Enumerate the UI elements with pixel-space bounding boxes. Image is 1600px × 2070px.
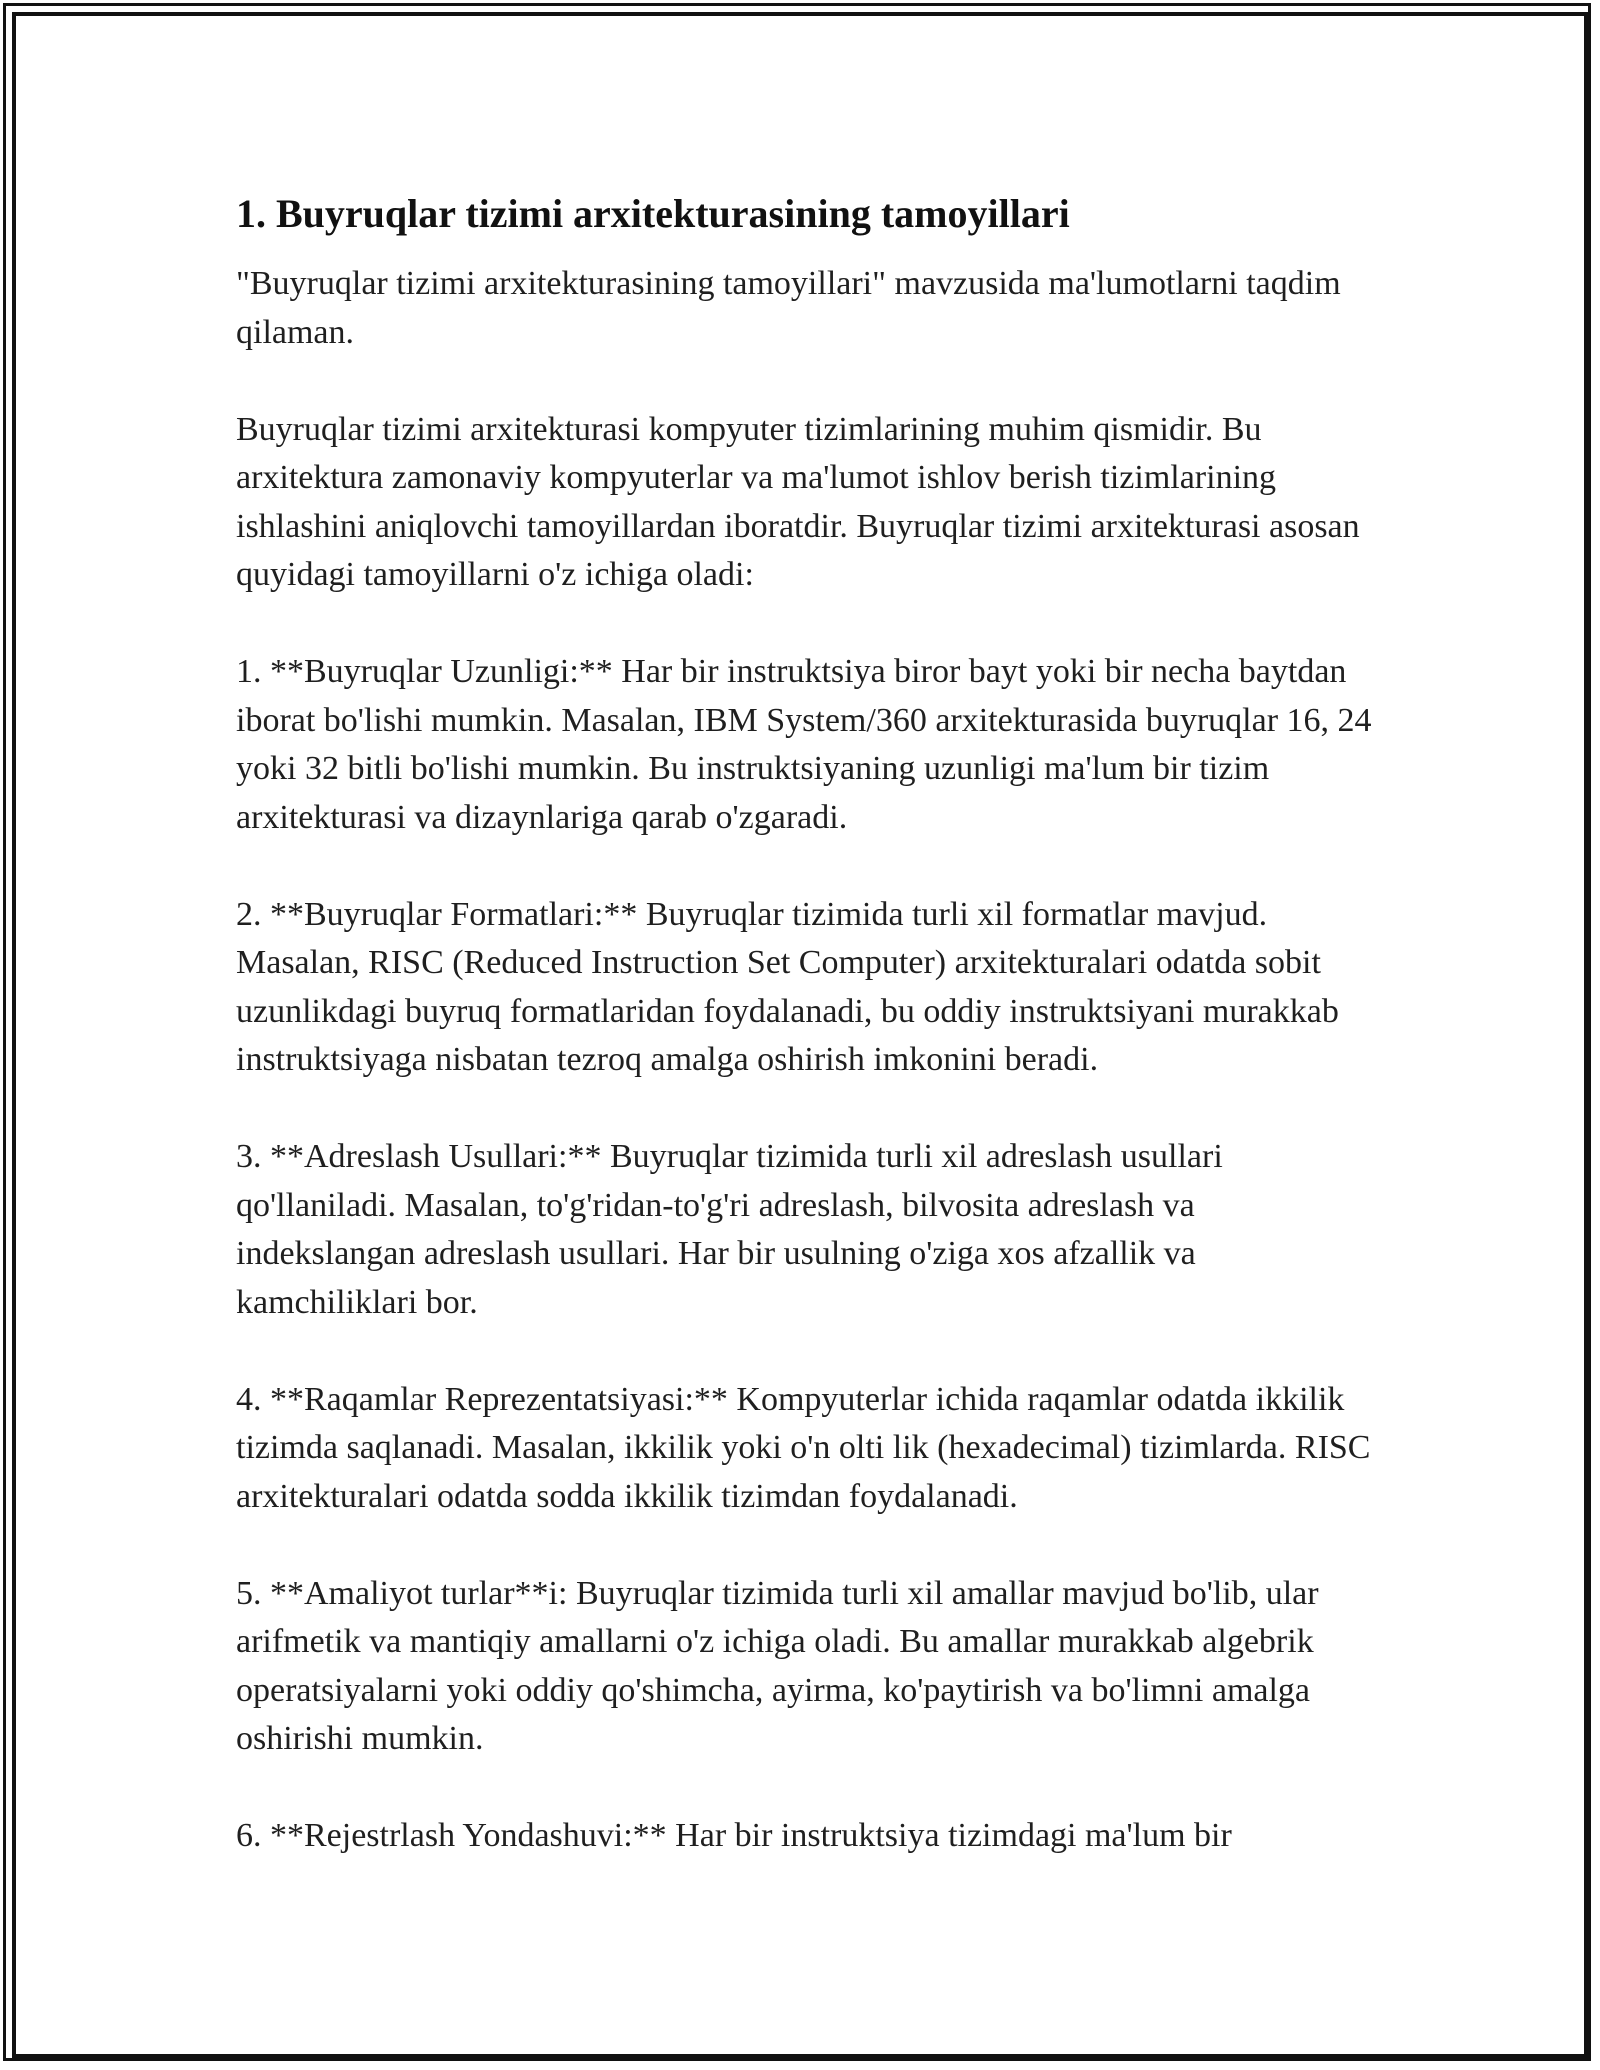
document-title: 1. Buyruqlar tizimi arxitekturasining tamoyillari <box>236 191 1070 236</box>
paragraph-operation-types: 5. **Amaliyot turlar**i: Buyruqlar tizimida turli xil amallar mavjud bo'lib, ular arifmetik va mantiqiy amallarni o'z ichiga oladi. Bu amallar murakkab algebrik operatsiyalarni yoki oddiy qo'shimcha, ayirma, ko'paytirish va bo'limni amalga oshirishi mumkin. <box>236 1574 1319 1757</box>
paragraph-instruction-length: 1. **Buyruqlar Uzunligi:** Har bir instruktsiya biror bayt yoki bir necha baytdan iborat bo'lishi mumkin. Masalan, IBM System/360 arxitekturasida buyruqlar 16, 24 yoki 32 bitli bo'lishi mumkin. Bu instruktsiyaning uzunligi ma'lum bir tizim arxitekturasi va dizaynlariga qarab o'zgaradi. <box>236 653 1372 836</box>
paragraph-instruction-formats: 2. **Buyruqlar Formatlari:** Buyruqlar tizimida turli xil formatlar mavjud. Masalan, RISC (Reduced Instruction Set Computer) arxitekturalari odatda sobit uzunlikdagi buyruq formatlaridan foydalanadi, bu oddiy instruktsiyani murakkab instruktsiyaga nisbatan tezroq amalga oshirish imkonini beradi. <box>236 895 1339 1078</box>
document-body <box>236 186 1376 1909</box>
paragraph-addressing-modes: 3. **Adreslash Usullari:** Buyruqlar tizimida turli xil adreslash usullari qo'llaniladi. Masalan, to'g'ridan-to'g'ri adreslash, bilvosita adreslash va indekslangan adreslash usullari. Har bir usulning o'ziga xos afzallik va kamchiliklari bor. <box>236 1138 1223 1321</box>
paragraph-intro: "Buyruqlar tizimi arxitekturasining tamoyillari" mavzusida ma'lumotlarni taqdim qilaman. <box>236 265 1341 351</box>
paragraph-number-representation: 4. **Raqamlar Reprezentatsiyasi:** Kompyuterlar ichida raqamlar odatda ikkilik tizimda saqlanadi. Masalan, ikkilik yoki o'n olti lik (hexadecimal) tizimlarda. RISC arxitekturalari odatda sodda ikkilik tizimdan foydalanadi. <box>236 1380 1371 1515</box>
paragraph-overview: Buyruqlar tizimi arxitekturasi kompyuter tizimlarining muhim qismidir. Bu arxitektura zamonaviy kompyuterlar va ma'lumot ishlov berish tizimlarining ishlashini aniqlovchi tamoyillardan iboratdir. Buyruqlar tizimi arxitekturasi asosan quyidagi tamoyillarni o'z ichiga oladi: <box>236 410 1360 593</box>
paragraph-register-approach: 6. **Rejestrlash Yondashuvi:** Har bir instruktsiya tizimdagi ma'lum bir <box>236 1817 1232 1854</box>
